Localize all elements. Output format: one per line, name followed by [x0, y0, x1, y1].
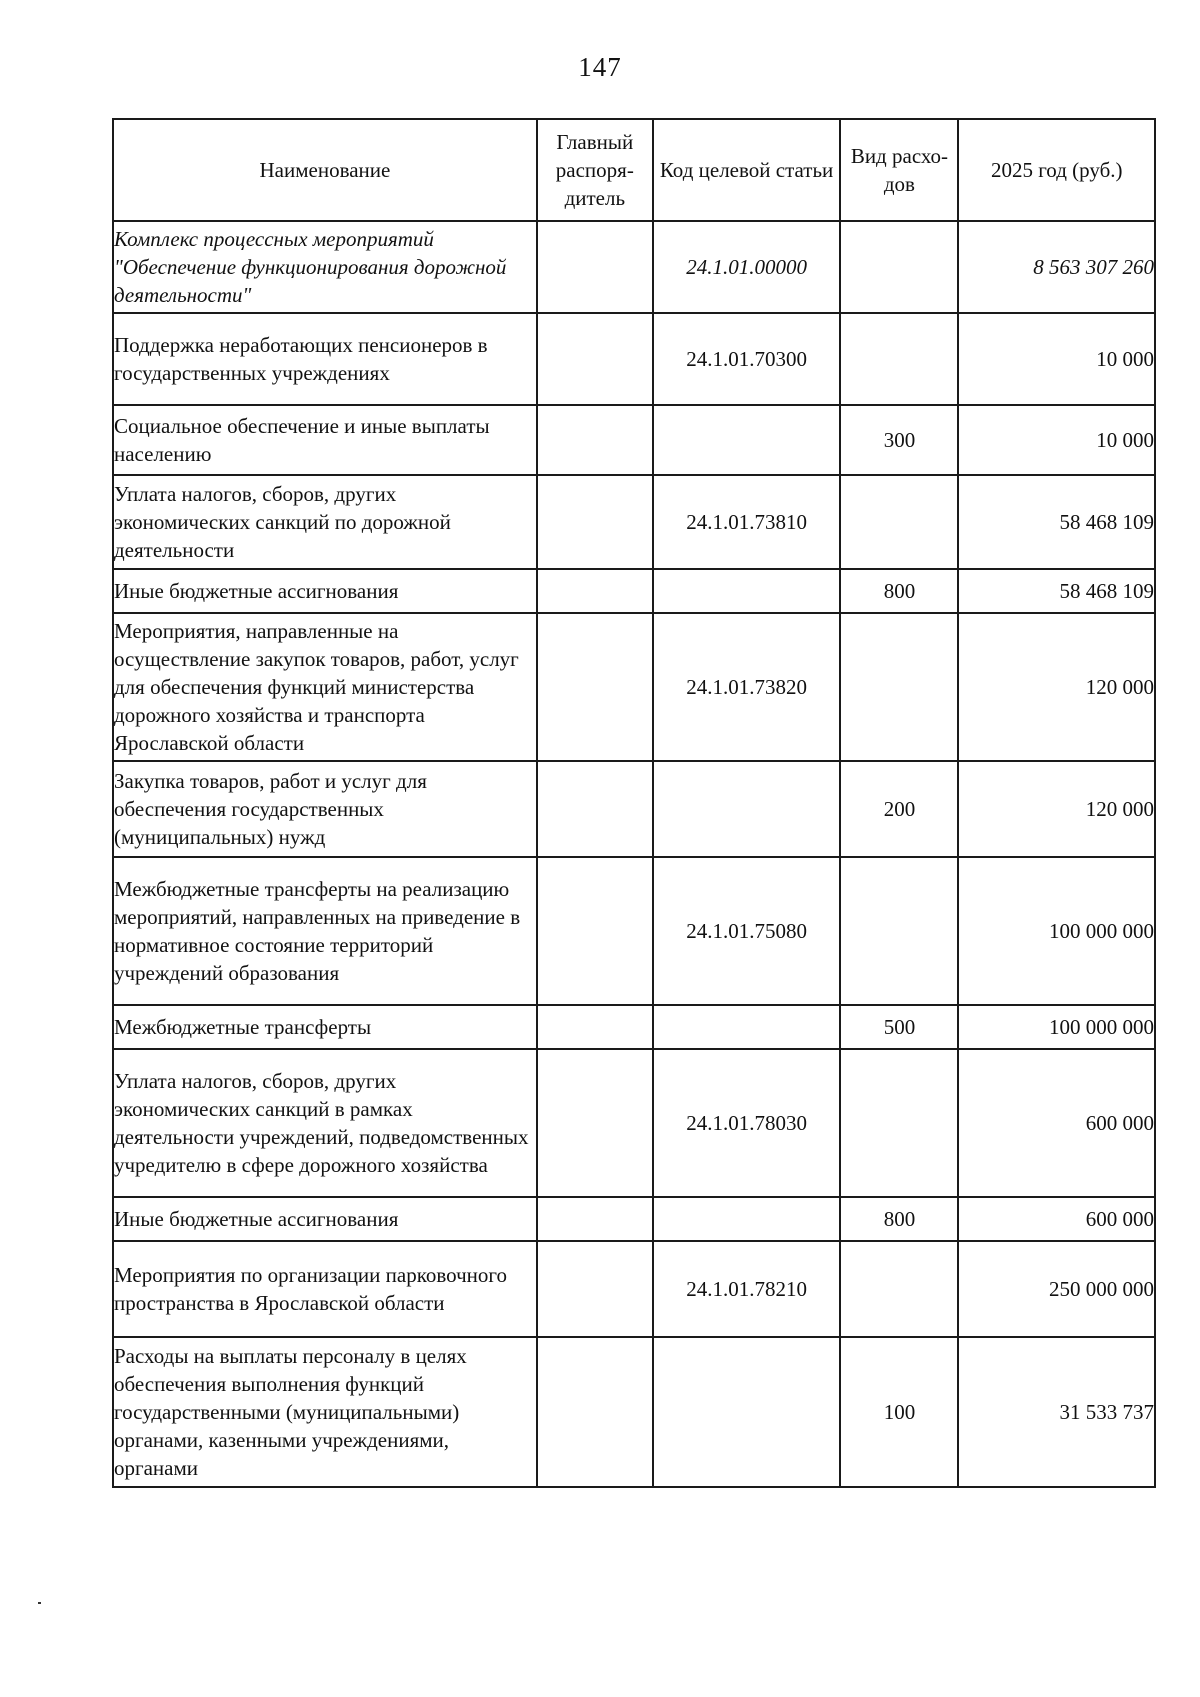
row-amount: 120 000	[958, 613, 1155, 761]
row-code: 24.1.01.73820	[653, 613, 841, 761]
table-row	[113, 313, 1155, 405]
row-expense-type	[840, 475, 958, 569]
row-manager	[537, 1197, 653, 1241]
row-name: Уплата налогов, сборов, других экономических санкций по дорожной деятельности	[113, 475, 537, 569]
table-row	[113, 1197, 1155, 1241]
row-amount: 120 000	[958, 761, 1155, 857]
row-name: Иные бюджетные ассигнования	[113, 1197, 537, 1241]
table-row	[113, 221, 1155, 313]
row-name: Иные бюджетные ассигнования	[113, 569, 537, 613]
table-row	[113, 405, 1155, 475]
row-manager	[537, 761, 653, 857]
row-amount: 58 468 109	[958, 569, 1155, 613]
header-manager: Главный распоря-дитель	[537, 119, 653, 221]
row-expense-type: 300	[840, 405, 958, 475]
row-code: 24.1.01.78210	[653, 1241, 841, 1337]
row-name: Межбюджетные трансферты	[113, 1005, 537, 1049]
row-expense-type	[840, 313, 958, 405]
row-name: Уплата налогов, сборов, других экономических санкций в рамках деятельности учреждений, подведомственных учредителю в сфере дорожного хозяйства	[113, 1049, 537, 1197]
table-row	[113, 1049, 1155, 1197]
row-code: 24.1.01.73810	[653, 475, 841, 569]
row-name: Поддержка неработающих пенсионеров в государственных учреждениях	[113, 313, 537, 405]
row-amount: 100 000 000	[958, 1005, 1155, 1049]
row-amount: 250 000 000	[958, 1241, 1155, 1337]
row-expense-type: 500	[840, 1005, 958, 1049]
row-name: Комплекс процессных мероприятий "Обеспечение функционирования дорожной деятельности"	[113, 221, 537, 313]
row-name: Расходы на выплаты персоналу в целях обеспечения выполнения функций государственными (муниципальными) органами, казенными учреждениями, органами	[113, 1337, 537, 1487]
row-manager	[537, 221, 653, 313]
table-row	[113, 569, 1155, 613]
row-name: Социальное обеспечение и иные выплаты населению	[113, 405, 537, 475]
row-expense-type	[840, 1049, 958, 1197]
row-amount: 8 563 307 260	[958, 221, 1155, 313]
row-code	[653, 569, 841, 613]
table-row	[113, 1241, 1155, 1337]
table-row	[113, 857, 1155, 1005]
row-manager	[537, 1005, 653, 1049]
row-code: 24.1.01.70300	[653, 313, 841, 405]
row-amount: 10 000	[958, 405, 1155, 475]
row-expense-type	[840, 1241, 958, 1337]
row-code: 24.1.01.75080	[653, 857, 841, 1005]
row-manager	[537, 1337, 653, 1487]
row-amount: 100 000 000	[958, 857, 1155, 1005]
row-code	[653, 761, 841, 857]
row-amount: 10 000	[958, 313, 1155, 405]
table-row	[113, 613, 1155, 761]
row-code	[653, 1337, 841, 1487]
table-header-row	[113, 119, 1155, 221]
row-code: 24.1.01.78030	[653, 1049, 841, 1197]
row-code	[653, 1005, 841, 1049]
header-code: Код целевой статьи	[653, 119, 841, 221]
row-expense-type: 800	[840, 1197, 958, 1241]
row-name: Мероприятия, направленные на осуществление закупок товаров, работ, услуг для обеспечения функций министерства дорожного хозяйства и транспорта Ярославской области	[113, 613, 537, 761]
row-manager	[537, 613, 653, 761]
row-manager	[537, 405, 653, 475]
row-expense-type	[840, 857, 958, 1005]
row-manager	[537, 857, 653, 1005]
row-amount: 600 000	[958, 1049, 1155, 1197]
row-code: 24.1.01.00000	[653, 221, 841, 313]
budget-table	[112, 118, 1156, 1488]
row-amount: 58 468 109	[958, 475, 1155, 569]
row-code	[653, 1197, 841, 1241]
header-amount: 2025 год (руб.)	[958, 119, 1155, 221]
row-code	[653, 405, 841, 475]
header-expense-type: Вид расхо-дов	[840, 119, 958, 221]
header-name: Наименование	[113, 119, 537, 221]
row-manager	[537, 569, 653, 613]
row-manager	[537, 475, 653, 569]
row-expense-type: 800	[840, 569, 958, 613]
table-row	[113, 1005, 1155, 1049]
row-manager	[537, 313, 653, 405]
row-expense-type	[840, 221, 958, 313]
row-expense-type	[840, 613, 958, 761]
row-amount: 600 000	[958, 1197, 1155, 1241]
scan-speck	[38, 1602, 41, 1604]
table-row	[113, 1337, 1155, 1487]
table-row	[113, 475, 1155, 569]
row-expense-type: 100	[840, 1337, 958, 1487]
row-name: Мероприятия по организации парковочного пространства в Ярославской области	[113, 1241, 537, 1337]
row-expense-type: 200	[840, 761, 958, 857]
row-manager	[537, 1049, 653, 1197]
row-amount: 31 533 737	[958, 1337, 1155, 1487]
row-name: Межбюджетные трансферты на реализацию мероприятий, направленных на приведение в нормативное состояние территорий учреждений образования	[113, 857, 537, 1005]
row-name: Закупка товаров, работ и услуг для обеспечения государственных (муниципальных) нужд	[113, 761, 537, 857]
table-row	[113, 761, 1155, 857]
page-number: 147	[578, 52, 622, 82]
row-manager	[537, 1241, 653, 1337]
